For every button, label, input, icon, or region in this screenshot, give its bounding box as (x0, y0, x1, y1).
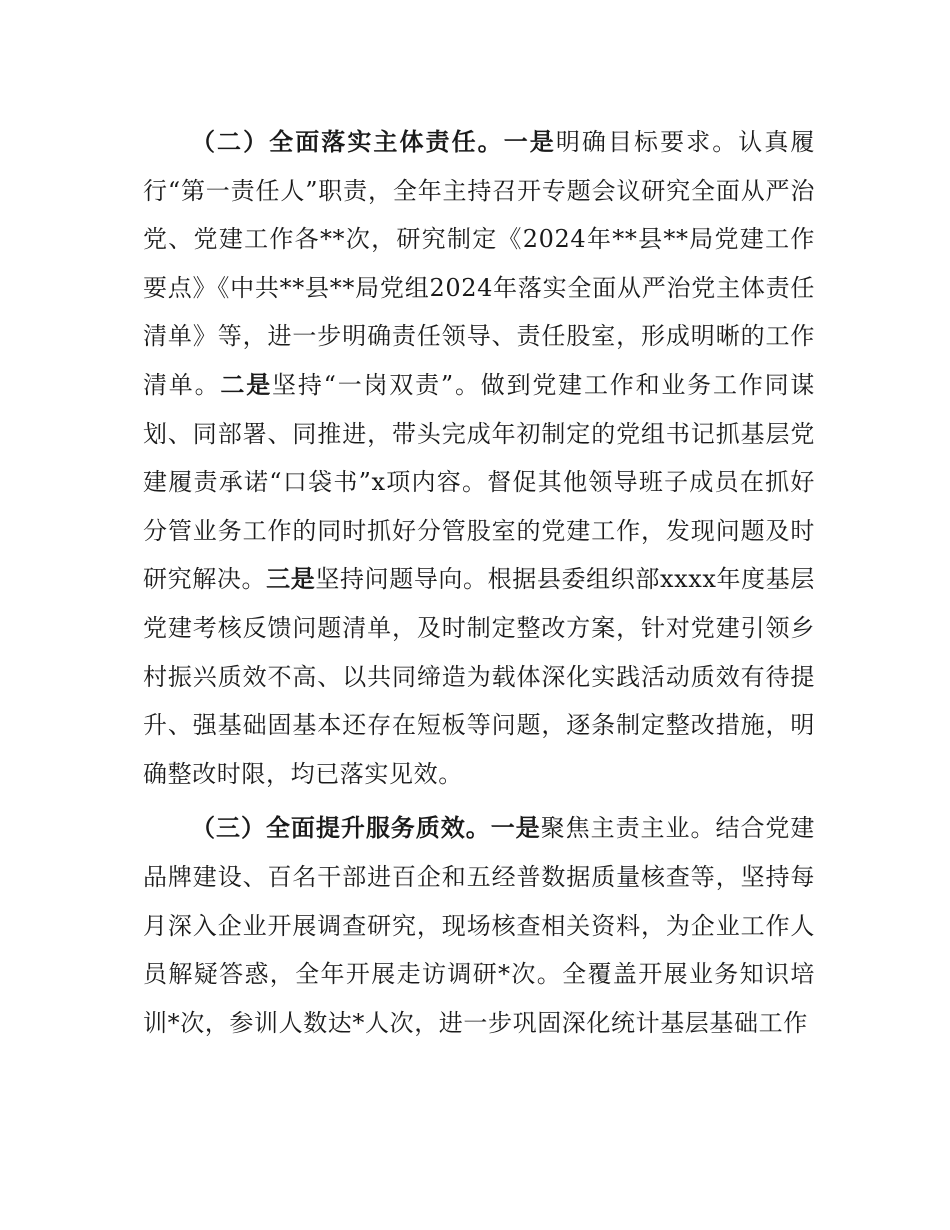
point-lead: 二是 (220, 370, 273, 399)
section-heading: （三）全面提升服务质效。 (191, 814, 491, 843)
section-heading: （二）全面落实主体责任。 (191, 128, 504, 156)
document-body (143, 118, 815, 1047)
paragraph-section-two (143, 118, 815, 798)
point-lead: 三是 (266, 565, 316, 594)
point-lead: 一是 (490, 814, 541, 843)
paragraph-text: 坚持问题导向。根据县委组织部xxxx年度基层党建考核反馈问题清单，及时制定整改方案，针对党建引领乡村振兴质效不高、以共同缔造为载体深化实践活动质效有待提升、强基础固基本还存在短板等问题，逐条制定整改措施，明确整改时限，均已落实见效。 (143, 565, 816, 788)
point-lead: 一是 (503, 128, 556, 156)
paragraph-text: 坚持“一岗双责”。做到党建工作和业务工作同谋划、同部署、同推进，带头完成年初制定的党组书记抓基层党建履责承诺“口袋书”x项内容。督促其他领导班子成员在抓好分管业务工作的同时抓好分管股室的党建工作，发现问题及时研究解决。 (143, 370, 815, 594)
paragraph-text: 明确目标要求。认真履行“第一责任人”职责，全年主持召开专题会议研究全面从严治党、党建工作各**次，研究制定《2024年**县**局党建工作要点》《中共**县**局党组2024年落实全面从严治党主体责任清单》等，进一步明确责任领导、责任股室，形成明晰的工作清单。 (143, 128, 816, 399)
paragraph-section-three (143, 804, 815, 1047)
paragraph-text: 聚焦主责主业。结合党建品牌建设、百名干部进百企和五经普数据质量核查等，坚持每月深入企业开展调查研究，现场核查相关资料，为企业工作人员解疑答惑，全年开展走访调研*次。全覆盖开展业务知识培训*次，参训人数达*人次，进一步巩固深化统计基层基础工作 (143, 814, 815, 1037)
